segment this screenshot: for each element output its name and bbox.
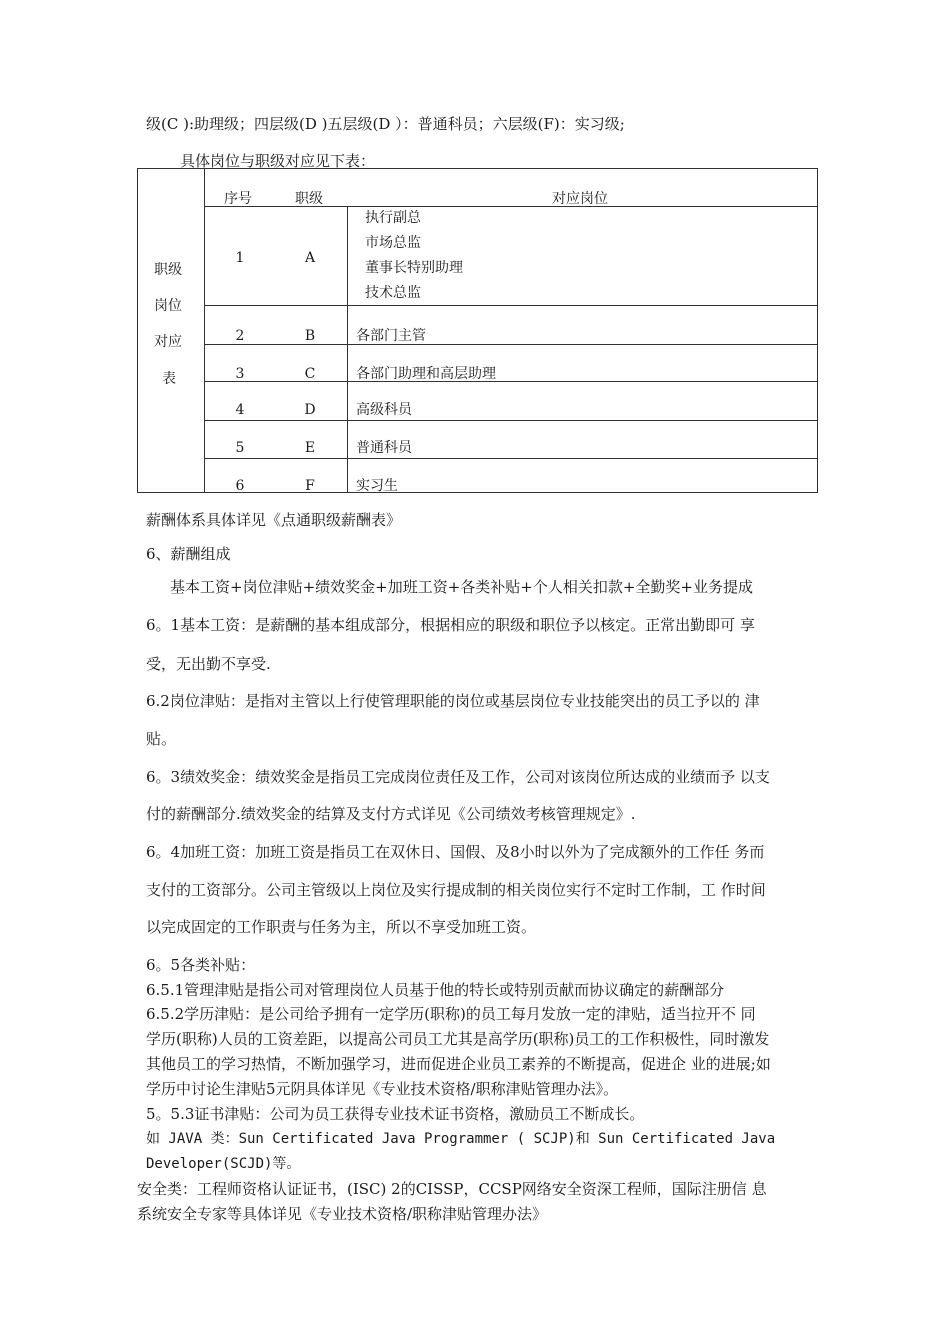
row-4-no: 4 [235, 402, 245, 418]
side-label-2: 岗位 [154, 298, 182, 314]
row-1-post-3: 董事长特别助理 [365, 260, 463, 276]
body-line: 5。5.3证书津贴：公司为员工获得专业技术证书资格，激励员工不断成长。 [146, 1105, 645, 1123]
side-label-3: 对应 [154, 334, 182, 350]
body-line: 付的薪酬部分.绩效奖金的结算及支付方式详见《公司绩效考核管理规定》. [146, 805, 636, 823]
row-5-no: 5 [235, 440, 245, 456]
row-5-level: E [304, 440, 316, 456]
row-3-post: 各部门助理和高层助理 [356, 366, 496, 382]
row-4-level: D [304, 402, 316, 418]
body-line: 6.5.1管理津贴是指公司对管理岗位人员基于他的特长或特别贡献而协议确定的薪酬部分 [146, 981, 725, 999]
header-no: 序号 [224, 191, 252, 207]
body-line: 以完成固定的工作职责与任务为主，所以不享受加班工资。 [146, 918, 537, 936]
body-line: 学历中讨论生津贴5元阴具体详见《专业技术资格/职称津贴管理办法》。 [146, 1080, 619, 1098]
position-level-table [137, 168, 818, 493]
row-1-post-1: 执行副总 [365, 210, 421, 226]
top-line: 级(C ):助理级；四层级(D )五层级(D ）：普通科员；六层级(F)：实习级; [146, 115, 625, 133]
row-6-no: 6 [235, 478, 245, 494]
row-6-level: F [305, 478, 315, 494]
row-2-no: 2 [235, 328, 245, 344]
body-line: 6。1基本工资：是薪酬的基本组成部分，根据相应的职级和职位予以核定。正常出勤即可 享 [146, 616, 755, 634]
side-label-1: 职级 [154, 262, 182, 278]
header-post: 对应岗位 [552, 191, 608, 207]
body-line: 安全类：工程师资格认证证书，(ISC) 2的CISSP，CCSP网络安全资深工程师，国际注册信 息 [137, 1180, 767, 1198]
row-5-post: 普通科员 [356, 440, 412, 456]
body-line: 支付的工资部分。公司主管级以上岗位及实行提成制的相关岗位实行不定时工作制，工 作时间 [146, 881, 766, 899]
row-3-level: C [304, 366, 316, 382]
row-3-no: 3 [235, 366, 245, 382]
row-1-no: 1 [235, 250, 245, 266]
table-intro: 具体岗位与职级对应见下表： [180, 152, 376, 170]
body-line: 受，无出勤不享受. [146, 655, 271, 673]
body-line: 其他员工的学习热情，不断加强学习，进而促进企业员工素养的不断提高，促进企 业的进展;如 [146, 1055, 771, 1073]
row-2-level: B [304, 328, 316, 344]
body-line: 如 JAVA 类：Sun Certificated Java Programmer ( SCJP)和 Sun Certificated Java [146, 1131, 776, 1147]
row-4-post: 高级科员 [356, 402, 412, 418]
body-line: 6。5各类补贴： [146, 956, 256, 974]
body-line: 贴。 [146, 730, 177, 748]
body-line: 学历(职称)人员的工资差距，以提高公司员工尤其是高学历(职称)员工的工作积极性，同时激发 [146, 1030, 770, 1048]
body-line: 6.5.2学历津贴：是公司给予拥有一定学历(职称)的员工每月发放一定的津贴，适当拉开不 同 [146, 1005, 756, 1023]
section-heading: 6、薪酬组成 [146, 545, 231, 563]
body-line: 6.2岗位津贴：是指对主管以上行使管理职能的岗位或基层岗位专业技能突出的员工予以的 津 [146, 692, 760, 710]
row-1-post-4: 技术总监 [365, 285, 421, 301]
body-line: Developer(SCJD)等。 [146, 1156, 301, 1172]
row-1-post-2: 市场总监 [365, 235, 421, 251]
body-line: 6。3绩效奖金：绩效奖金是指员工完成岗位责任及工作，公司对该岗位所达成的业绩而予 以支 [146, 768, 770, 786]
header-level: 职级 [295, 191, 323, 207]
row-6-post: 实习生 [356, 478, 398, 494]
row-1-level: A [304, 250, 316, 266]
body-line: 薪酬体系具体详见《点通职级薪酬表》 [146, 511, 402, 529]
body-line: 基本工资+岗位津贴+绩效奖金+加班工资+各类补贴+个人相关扣款+全勤奖+业务提成 [170, 578, 753, 596]
side-label-4: 表 [162, 371, 176, 387]
body-line: 6。4加班工资：加班工资是指员工在双休日、国假、及8小时以外为了完成额外的工作任 务而 [146, 843, 765, 861]
body-line: 系统安全专家等具体详见《专业技术资格/职称津贴管理办法》 [137, 1205, 548, 1223]
row-2-post: 各部门主管 [356, 328, 426, 344]
